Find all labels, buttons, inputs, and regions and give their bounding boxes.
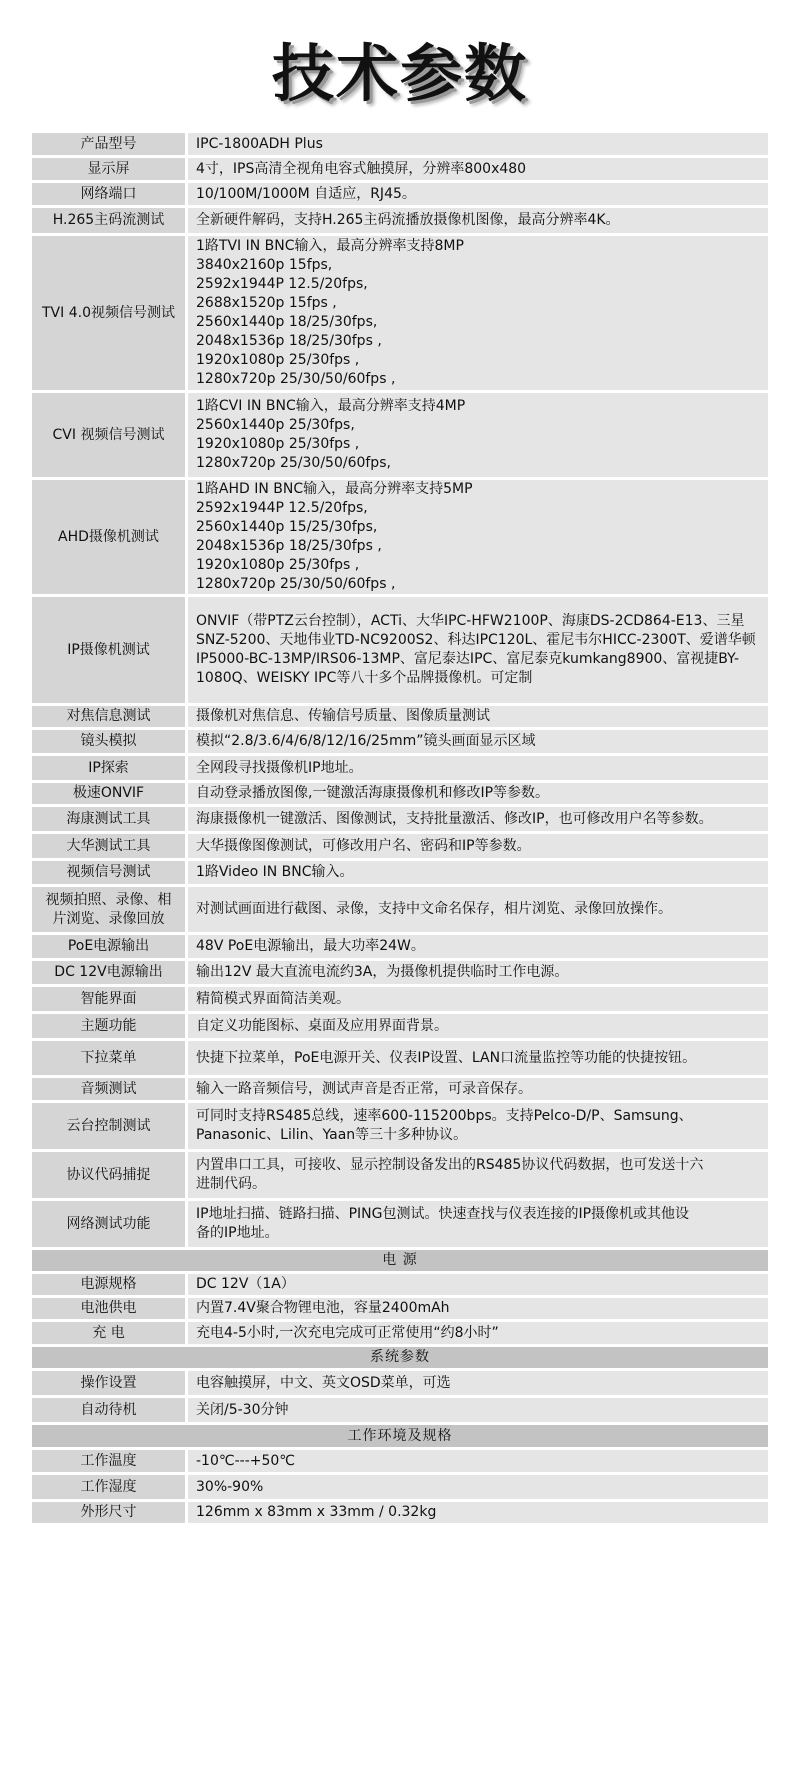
- spec-row: [32, 834, 768, 858]
- spec-label: IP探索: [32, 756, 188, 780]
- spec-label: 充 电: [32, 1322, 188, 1344]
- spec-value-line: 1920x1080p 25/30fps ,: [196, 352, 360, 368]
- spec-value-line: 全网段寻找摄像机IP地址。: [196, 759, 363, 776]
- spec-value: [188, 1274, 768, 1295]
- spec-value-line: 海康摄像机一键激活、图像测试，支持批量激活、修改IP，也可修改用户名等参数。: [196, 810, 713, 827]
- spec-row: [32, 597, 768, 703]
- spec-row: [32, 935, 768, 958]
- spec-value: [188, 706, 768, 727]
- spec-value-line: 2560x1440p 18/25/30fps,: [196, 314, 378, 330]
- spec-value: [188, 393, 768, 477]
- spec-value: [188, 1201, 768, 1247]
- spec-label: 海康测试工具: [32, 807, 188, 831]
- spec-value-line: 对测试画面进行截图、录像，支持中文命名保存，相片浏览、录像回放操作。: [196, 901, 672, 917]
- spec-value: [188, 1398, 768, 1422]
- spec-row: [32, 1475, 768, 1499]
- spec-label: 产品型号: [32, 133, 188, 155]
- spec-row: [32, 861, 768, 884]
- spec-value-line: 126mm x 83mm x 33mm / 0.32kg: [196, 1504, 437, 1520]
- spec-value: [188, 597, 768, 703]
- spec-label: 工作温度: [32, 1450, 188, 1472]
- spec-value-line: 1路Video IN BNC输入。: [196, 864, 354, 880]
- spec-value-line: 1路AHD IN BNC输入，最高分辨率支持5MP: [196, 481, 473, 497]
- spec-label: 网络测试功能: [32, 1201, 188, 1247]
- spec-row: [32, 987, 768, 1011]
- spec-label: H.265主码流测试: [32, 208, 188, 233]
- spec-value-line: 30%-90%: [196, 1478, 264, 1495]
- spec-value: [188, 1103, 768, 1149]
- spec-label: 显示屏: [32, 158, 188, 180]
- spec-label: IP摄像机测试: [32, 597, 188, 703]
- spec-label: 协议代码捕捉: [32, 1152, 188, 1198]
- spec-value-line: 快捷下拉菜单，PoE电源开关、仪表IP设置、LAN口流量监控等功能的快捷按钮。: [196, 1049, 697, 1066]
- spec-value-line: 1路TVI IN BNC输入，最高分辨率支持8MP: [196, 238, 464, 254]
- spec-value-line: 3840x2160p 15fps,: [196, 257, 333, 273]
- spec-value-line: 进制代码。: [196, 1176, 266, 1192]
- spec-value-line: 自动登录播放图像,一键激活海康摄像机和修改IP等参数。: [196, 785, 550, 801]
- spec-value-line: IPC-1800ADH Plus: [196, 135, 323, 152]
- spec-row: [32, 183, 768, 205]
- spec-value-line: 48V PoE电源输出，最大功率24W。: [196, 938, 425, 954]
- spec-row: [32, 1274, 768, 1295]
- spec-row: [32, 1041, 768, 1075]
- spec-value: [188, 1014, 768, 1038]
- spec-value-line: 关闭/5-30分钟: [196, 1401, 289, 1418]
- spec-label: 自动待机: [32, 1398, 188, 1422]
- spec-value-line: 电容触摸屏，中文、英文OSD菜单，可选: [196, 1374, 451, 1391]
- spec-value-line: 2048x1536p 18/25/30fps ,: [196, 333, 382, 349]
- spec-label: 视频信号测试: [32, 861, 188, 884]
- section-header-row: [32, 1425, 768, 1447]
- spec-value: [188, 961, 768, 984]
- spec-value-line: 10/100M/1000M 自适应，RJ45。: [196, 185, 416, 202]
- spec-value: [188, 807, 768, 831]
- spec-value-line: ONVIF（带PTZ云台控制），ACTi、大华IPC-HFW2100P、海康DS-2CD864-E13、三星SNZ-5200、天地伟业TD-NC9200S2、科达IPC120L、霍尼韦尔HICC-2300T、爱谱华顿IP5000-BC-13MP/IRS06-13MP、富尼泰达IPC、富尼泰克kumkang8900、富视捷BY-1080Q、WEISKY IPC等八十多个品牌摄像机。可定制: [196, 613, 756, 686]
- spec-label: 主题功能: [32, 1014, 188, 1038]
- spec-value-line: 1280x720p 25/30/50/60fps,: [196, 455, 391, 471]
- spec-row: [32, 208, 768, 233]
- spec-value-line: 2592x1944P 12.5/20fps,: [196, 276, 368, 292]
- spec-row: [32, 1014, 768, 1038]
- spec-value: [188, 480, 768, 594]
- spec-label: 下拉菜单: [32, 1041, 188, 1075]
- spec-value: [188, 1041, 768, 1075]
- spec-row: [32, 133, 768, 155]
- spec-value: [188, 236, 768, 390]
- spec-row: [32, 1103, 768, 1149]
- spec-label: 电源规格: [32, 1274, 188, 1295]
- title-area: [0, 0, 800, 130]
- spec-value: [188, 1475, 768, 1499]
- spec-value-line: 4寸，IPS高清全视角电容式触摸屏，分辨率800x480: [196, 160, 527, 177]
- spec-row: [32, 1152, 768, 1198]
- spec-value: [188, 133, 768, 155]
- spec-value-line: 全新硬件解码，支持H.265主码流播放摄像机图像，最高分辨率4K。: [196, 212, 620, 228]
- spec-value-line: 1280x720p 25/30/50/60fps ,: [196, 576, 396, 592]
- spec-label: 对焦信息测试: [32, 706, 188, 727]
- spec-label: 网络端口: [32, 183, 188, 205]
- spec-label: AHD摄像机测试: [32, 480, 188, 594]
- spec-value: [188, 1152, 768, 1198]
- spec-value-line: 1路CVI IN BNC输入，最高分辨率支持4MP: [196, 398, 466, 414]
- spec-value: [188, 1322, 768, 1344]
- spec-value-line: 充电4-5小时,一次充电完成可正常使用“约8小时”: [196, 1324, 499, 1341]
- spec-value-line: 2560x1440p 15/25/30fps,: [196, 519, 378, 535]
- spec-value: [188, 887, 768, 932]
- spec-value-line: 输入一路音频信号，测试声音是否正常，可录音保存。: [196, 1080, 532, 1097]
- spec-value-line: 精简模式界面简洁美观。: [196, 990, 350, 1007]
- spec-value-line: 自定义功能图标、桌面及应用界面背景。: [196, 1017, 448, 1034]
- spec-value: [188, 935, 768, 958]
- spec-label: 工作湿度: [32, 1475, 188, 1499]
- spec-row: [32, 1502, 768, 1523]
- spec-value-line: 输出12V 最大直流电流约3A，为摄像机提供临时工作电源。: [196, 964, 569, 980]
- spec-label: 电池供电: [32, 1298, 188, 1319]
- spec-value-line: 2560x1440p 25/30fps,: [196, 417, 355, 433]
- spec-value-line: IP地址扫描、链路扫描、PING包测试。快速查找与仪表连接的IP摄像机或其他设: [196, 1206, 690, 1222]
- section-header: 工作环境及规格: [32, 1425, 768, 1447]
- spec-value: [188, 1502, 768, 1523]
- spec-row: [32, 1298, 768, 1319]
- spec-value: [188, 1298, 768, 1319]
- spec-value: [188, 1450, 768, 1472]
- spec-value-line: -10℃---+50℃: [196, 1452, 296, 1469]
- spec-value-line: 2688x1520p 15fps ,: [196, 295, 337, 311]
- spec-value: [188, 1371, 768, 1395]
- spec-value-line: 1920x1080p 25/30fps ,: [196, 436, 360, 452]
- spec-value: [188, 756, 768, 780]
- spec-row: [32, 887, 768, 932]
- spec-label: 外形尺寸: [32, 1502, 188, 1523]
- spec-row: [32, 1450, 768, 1472]
- spec-row: [32, 236, 768, 390]
- section-header: 系统参数: [32, 1347, 768, 1368]
- page-title: 技术参数: [271, 37, 528, 110]
- spec-table-body: [32, 133, 768, 1523]
- spec-row: [32, 807, 768, 831]
- spec-row: [32, 783, 768, 804]
- spec-row: [32, 1371, 768, 1395]
- spec-row: [32, 1078, 768, 1100]
- spec-label: 操作设置: [32, 1371, 188, 1395]
- spec-label: DC 12V电源输出: [32, 961, 188, 984]
- spec-label: 云台控制测试: [32, 1103, 188, 1149]
- spec-row: [32, 756, 768, 780]
- spec-value-line: 2048x1536p 18/25/30fps ,: [196, 538, 382, 554]
- spec-table: [32, 130, 768, 1526]
- spec-value: [188, 987, 768, 1011]
- spec-label: 智能界面: [32, 987, 188, 1011]
- spec-value: [188, 783, 768, 804]
- spec-label: PoE电源输出: [32, 935, 188, 958]
- spec-value: [188, 861, 768, 884]
- spec-label: 大华测试工具: [32, 834, 188, 858]
- spec-value: [188, 183, 768, 205]
- spec-value: [188, 158, 768, 180]
- spec-label: CVI 视频信号测试: [32, 393, 188, 477]
- spec-row: [32, 730, 768, 753]
- spec-value-line: 1920x1080p 25/30fps ,: [196, 557, 360, 573]
- spec-label: 音频测试: [32, 1078, 188, 1100]
- section-header: 电 源: [32, 1250, 768, 1271]
- spec-row: [32, 158, 768, 180]
- spec-value: [188, 730, 768, 753]
- section-header-row: [32, 1347, 768, 1368]
- spec-value-line: 大华摄像图像测试，可修改用户名、密码和IP等参数。: [196, 837, 531, 854]
- spec-label: TVI 4.0视频信号测试: [32, 236, 188, 390]
- spec-value-line: DC 12V（1A）: [196, 1276, 295, 1292]
- spec-row: [32, 1201, 768, 1247]
- spec-row: [32, 393, 768, 477]
- spec-value-line: 2592x1944P 12.5/20fps,: [196, 500, 368, 516]
- spec-value-line: 摄像机对焦信息、传输信号质量、图像质量测试: [196, 708, 490, 724]
- spec-value: [188, 1078, 768, 1100]
- spec-value-line: 备的IP地址。: [196, 1225, 279, 1241]
- spec-label: 视频拍照、录像、相片浏览、录像回放: [32, 887, 188, 932]
- spec-value-line: 内置7.4V聚合物锂电池，容量2400mAh: [196, 1300, 450, 1316]
- spec-value-line: 模拟“2.8/3.6/4/6/8/12/16/25mm”镜头画面显示区域: [196, 733, 536, 749]
- spec-value-line: 可同时支持RS485总线，速率600-115200bps。支持Pelco-D/P、Samsung、: [196, 1108, 693, 1124]
- spec-row: [32, 706, 768, 727]
- spec-label: 镜头模拟: [32, 730, 188, 753]
- section-header-row: [32, 1250, 768, 1271]
- spec-row: [32, 1398, 768, 1422]
- spec-row: [32, 480, 768, 594]
- spec-label: 极速ONVIF: [32, 783, 188, 804]
- spec-value-line: 1280x720p 25/30/50/60fps ,: [196, 371, 396, 387]
- spec-value: [188, 834, 768, 858]
- spec-value: [188, 208, 768, 233]
- spec-value-line: 内置串口工具，可接收、显示控制设备发出的RS485协议代码数据，也可发送十六: [196, 1157, 704, 1173]
- spec-row: [32, 961, 768, 984]
- spec-row: [32, 1322, 768, 1344]
- spec-value-line: Panasonic、Lilin、Yaan等三十多种协议。: [196, 1127, 468, 1143]
